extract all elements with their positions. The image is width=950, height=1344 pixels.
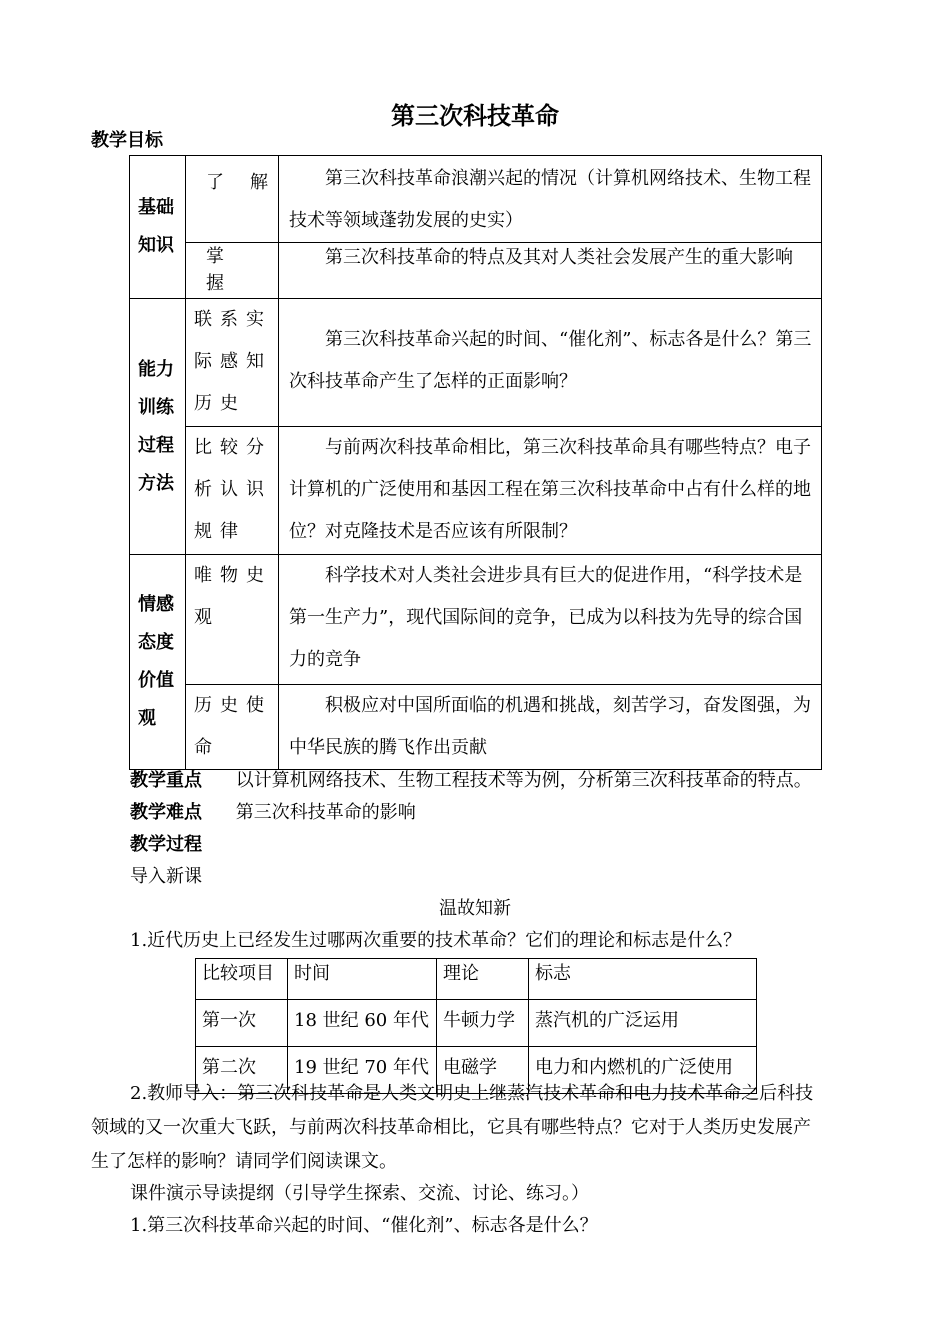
page-title: 第三次科技革命 — [391, 102, 559, 130]
difficult-point-label: 教学难点 — [130, 802, 202, 823]
table-header: 时间 — [288, 959, 437, 1000]
key-point-label: 教学重点 — [130, 770, 202, 791]
sub-label: 唯物史观 — [186, 555, 279, 685]
sub-label: 历史使命 — [186, 685, 279, 770]
key-point — [130, 766, 812, 792]
sub-label: 掌 握 — [186, 243, 279, 299]
difficult-point — [130, 798, 416, 824]
table-row — [130, 427, 822, 555]
process-heading: 教学过程 — [130, 834, 202, 855]
question-1: 1.近代历史上已经发生过哪两次重要的技术革命？它们的理论和标志是什么？ — [130, 930, 742, 951]
category-basic: 基础知识 — [130, 156, 186, 299]
table-header: 理论 — [437, 959, 529, 1000]
courseware-text: 课件演示导读提纲（引导学生探索、交流、讨论、练习。） — [130, 1183, 589, 1204]
description: 科学技术对人类社会进步具有巨大的促进作用，“科学技术是第一生产力”，现代国际间的竞争，已成为以科技为先导的综合国力的竞争 — [279, 555, 822, 685]
table-cell: 第一次 — [196, 1000, 288, 1047]
table-row — [196, 1000, 757, 1047]
table-cell: 蒸汽机的广泛运用 — [529, 1000, 757, 1047]
intro-text: 导入新课 — [130, 866, 202, 887]
table-header: 比较项目 — [196, 959, 288, 1000]
objectives-table — [129, 155, 822, 770]
sub-label: 比较分析认识规律 — [186, 427, 279, 555]
table-row — [130, 555, 822, 685]
paragraph-line: 领域的又一次重大飞跃，与前两次科技革命相比，它具有哪些特点？它对于人类历史发展产 — [91, 1117, 811, 1138]
description: 第三次科技革命浪潮兴起的情况（计算机网络技术、生物工程技术等领域蓬勃发展的史实） — [279, 156, 822, 243]
question-last: 1.第三次科技革命兴起的时间、“催化剂”、标志各是什么？ — [130, 1215, 598, 1236]
table-cell: 18 世纪 60 年代 — [288, 1000, 437, 1047]
table-row — [130, 243, 822, 299]
table-row — [130, 685, 822, 770]
table-header: 标志 — [529, 959, 757, 1000]
difficult-point-text: 第三次科技革命的影响 — [235, 802, 416, 823]
category-ability: 能力训练过程方法 — [130, 299, 186, 555]
table-row — [196, 959, 757, 1000]
table-row — [130, 299, 822, 427]
description: 与前两次科技革命相比，第三次科技革命具有哪些特点？电子计算机的广泛使用和基因工程在第三次科技革命中占有什么样的地位？对克隆技术是否应该有所限制？ — [279, 427, 822, 555]
category-emotion: 情感态度价值观 — [130, 555, 186, 770]
description: 积极应对中国所面临的机遇和挑战，刻苦学习，奋发图强，为中华民族的腾飞作出贡献 — [279, 685, 822, 770]
paragraph-line: 生了怎样的影响？请同学们阅读课文。 — [91, 1151, 397, 1172]
table-cell: 牛顿力学 — [437, 1000, 529, 1047]
description: 第三次科技革命兴起的时间、“催化剂”、标志各是什么？第三次科技革命产生了怎样的正面影响？ — [279, 299, 822, 427]
sub-label: 联系实际感知历史 — [186, 299, 279, 427]
objectives-heading: 教学目标 — [91, 130, 163, 151]
comparison-table — [195, 958, 757, 1094]
sub-label: 了 解 — [186, 156, 279, 243]
description: 第三次科技革命的特点及其对人类社会发展产生的重大影响 — [279, 243, 822, 299]
table-cell: 电力和内燃机的广泛使用 — [529, 1047, 757, 1094]
table-cell: 电磁学 — [437, 1047, 529, 1094]
table-row — [130, 156, 822, 243]
key-point-text: 以计算机网络技术、生物工程技术等为例，分析第三次科技革命的特点。 — [235, 770, 812, 791]
paragraph-line: 2.教师导入：第三次科技革命是人类文明史上继蒸汽技术革命和电力技术革命之后科技 — [130, 1083, 814, 1104]
table-cell: 第二次 — [196, 1047, 288, 1094]
review-heading: 温故知新 — [439, 898, 511, 919]
table-cell: 19 世纪 70 年代 — [288, 1047, 437, 1094]
